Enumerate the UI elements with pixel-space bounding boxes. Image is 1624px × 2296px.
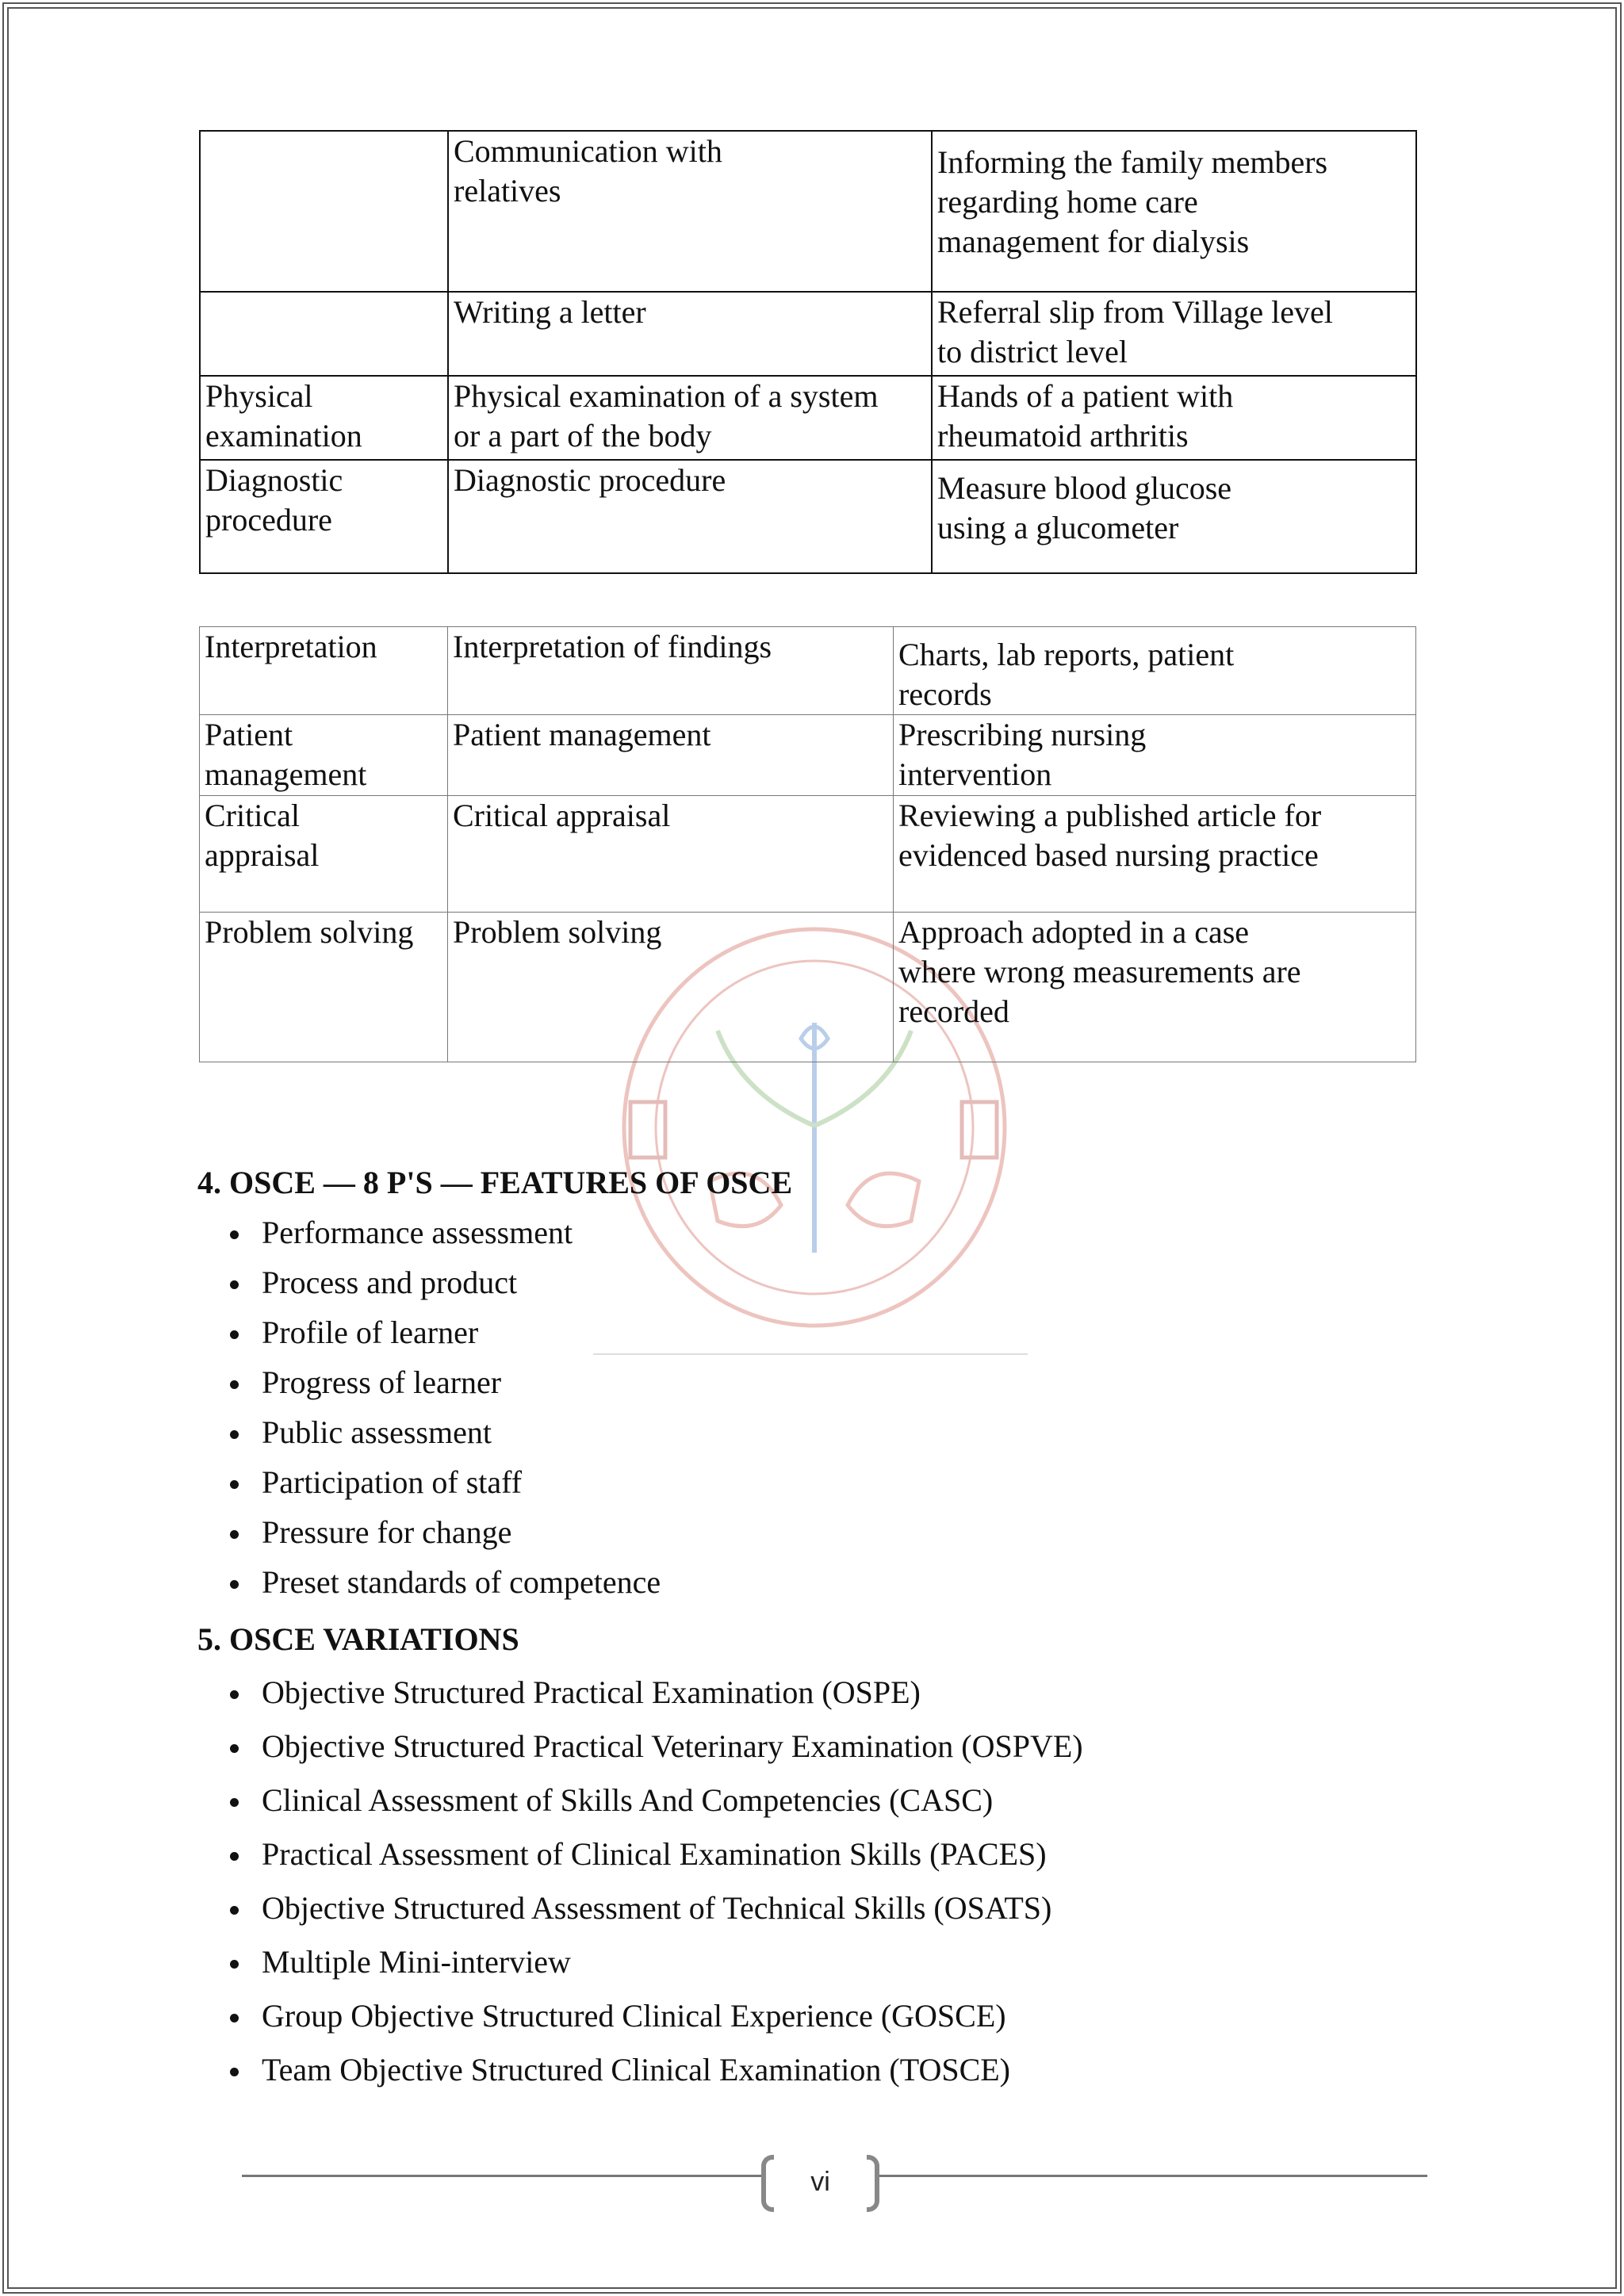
table-cell: Reviewing a published article for evidenced based nursing practice [894, 796, 1416, 913]
features-list [262, 1213, 661, 1613]
section-heading-features: 4. OSCE — 8 P'S — FEATURES OF OSCE [197, 1165, 793, 1200]
table-row [200, 913, 1416, 1062]
table-cell: Writing a letter [448, 292, 932, 376]
table-cell: Problem solving [200, 913, 448, 1062]
table-row [200, 460, 1416, 573]
list-item: Team Objective Structured Clinical Examination (TOSCE) [262, 2050, 1083, 2104]
table-cell [200, 131, 448, 292]
list-item: Objective Structured Assessment of Technical Skills (OSATS) [262, 1888, 1083, 1942]
variations-list [262, 1673, 1083, 2104]
table-cell: Patient management [200, 715, 448, 796]
table-cell: Physical examination of a system or a part of the body [448, 376, 932, 460]
table-cell: Hands of a patient with rheumatoid arthritis [932, 376, 1416, 460]
table-cell: Approach adopted in a case where wrong measurements are recorded [894, 913, 1416, 1062]
table-row [200, 376, 1416, 460]
list-item: Process and product [262, 1263, 661, 1313]
list-item: Clinical Assessment of Skills And Competencies (CASC) [262, 1781, 1083, 1835]
table-cell [200, 292, 448, 376]
table-cell: Referral slip from Village level to district level [932, 292, 1416, 376]
table-cell: Communication with relatives [448, 131, 932, 292]
osce-table [199, 626, 1416, 1062]
list-item: Pressure for change [262, 1513, 661, 1563]
footer-rule-right [875, 2175, 1427, 2177]
list-item: Progress of learner [262, 1363, 661, 1413]
list-item: Multiple Mini-interview [262, 1942, 1083, 1996]
table-cell: Informing the family members regarding home care management for dialysis [932, 131, 1416, 292]
list-item: Practical Assessment of Clinical Examination Skills (PACES) [262, 1835, 1083, 1888]
table-cell: Diagnostic procedure [448, 460, 932, 573]
table-cell: Diagnostic procedure [200, 460, 448, 573]
table-cell: Critical appraisal [448, 796, 894, 913]
table-cell: Measure blood glucose using a glucometer [932, 460, 1416, 573]
footer-rule-left [242, 2175, 765, 2177]
table-cell: Problem solving [448, 913, 894, 1062]
table-row [200, 796, 1416, 913]
list-item: Performance assessment [262, 1213, 661, 1263]
list-item: Profile of learner [262, 1313, 661, 1363]
left-bracket-icon [761, 2155, 774, 2212]
table-cell: Physical examination [200, 376, 448, 460]
table-row [200, 715, 1416, 796]
osce-table-continued [199, 130, 1417, 574]
table-row [200, 292, 1416, 376]
table-row [200, 627, 1416, 715]
list-item: Public assessment [262, 1413, 661, 1463]
right-bracket-icon [867, 2155, 879, 2212]
table-cell: Patient management [448, 715, 894, 796]
page-number: vi [810, 2167, 830, 2197]
table-row [200, 131, 1416, 292]
list-item: Group Objective Structured Clinical Experience (GOSCE) [262, 1996, 1083, 2050]
list-item: Preset standards of competence [262, 1563, 661, 1613]
table-cell: Prescribing nursing intervention [894, 715, 1416, 796]
table-cell: Charts, lab reports, patient records [894, 627, 1416, 715]
table-cell: Critical appraisal [200, 796, 448, 913]
table-cell: Interpretation of findings [448, 627, 894, 715]
list-item: Participation of staff [262, 1463, 661, 1513]
list-item: Objective Structured Practical Examination (OSPE) [262, 1673, 1083, 1727]
section-heading-variations: 5. OSCE VARIATIONS [197, 1621, 519, 1657]
table-cell: Interpretation [200, 627, 448, 715]
list-item: Objective Structured Practical Veterinary Examination (OSPVE) [262, 1727, 1083, 1781]
